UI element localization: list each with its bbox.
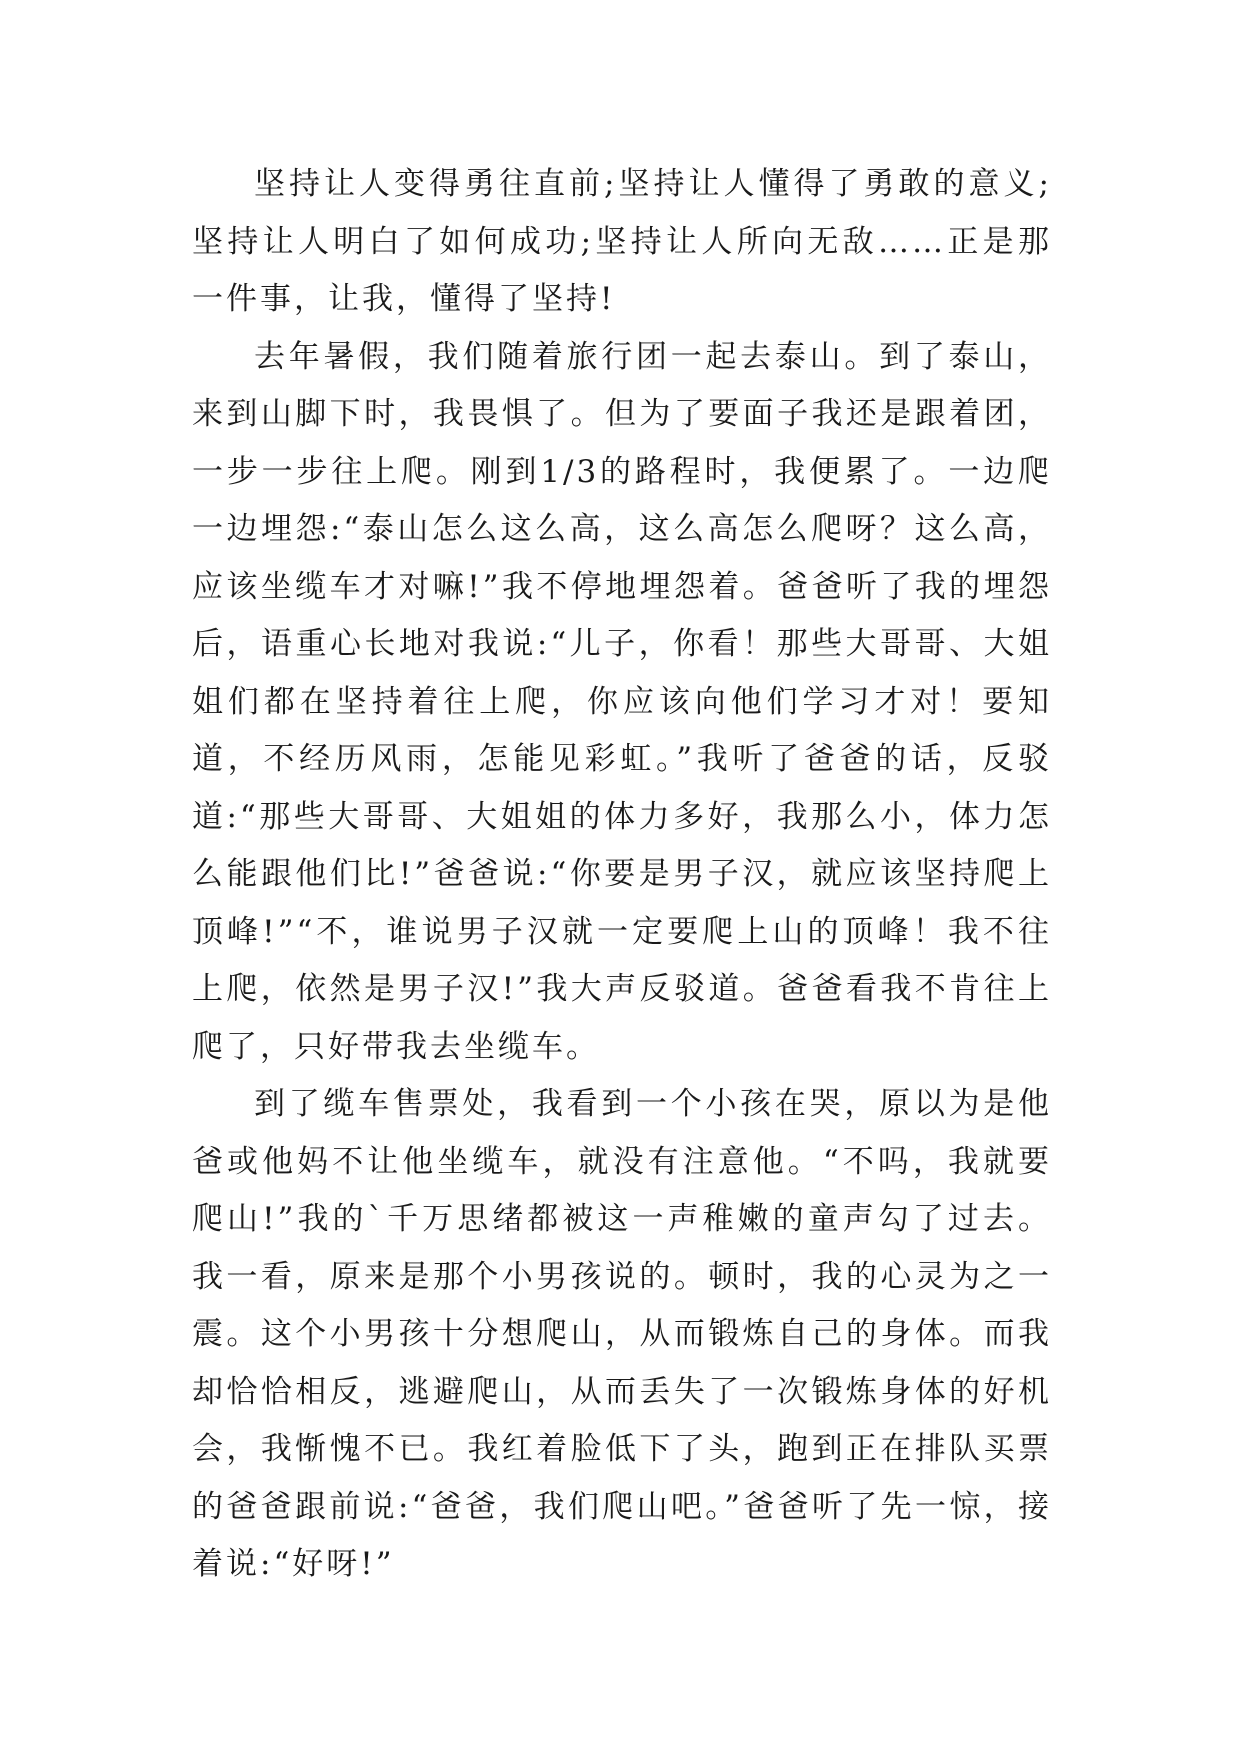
paragraph-climbing-taishan: 去年暑假，我们随着旅行团一起去泰山。到了泰山，来到山脚下时，我畏惧了。但为了要面子我还是跟着团，一步一步往上爬。刚到1/3的路程时，我便累了。一边爬一边埋怨:“泰山怎么这么高，这么高怎么爬呀？这么高，应该坐缆车才对嘛!”我不停地埋怨着。爸爸听了我的埋怨后，语重心长地对我说:“儿子，你看！那些大哥哥、大姐姐们都在坚持着往上爬，你应该向他们学习才对！要知道，不经历风雨，怎能见彩虹。”我听了爸爸的话，反驳道:“那些大哥哥、大姐姐的体力多好，我那么小，体力怎么能跟他们比!”爸爸说:“你要是男子汉，就应该坚持爬上顶峰!”“不，谁说男子汉就一定要爬上山的顶峰！我不往上爬，依然是男子汉!”我大声反驳道。爸爸看我不肯往上爬了，只好带我去坐缆车。 bbox=[192, 338, 1052, 1065]
document-body bbox=[192, 156, 1052, 1594]
paragraph-intro: 坚持让人变得勇往直前;坚持让人懂得了勇敢的意义;坚持让人明白了如何成功;坚持让人所向无敌……正是那一件事，让我，懂得了坚持! bbox=[192, 166, 1052, 317]
paragraph-cable-car: 到了缆车售票处，我看到一个小孩在哭，原以为是他爸或他妈不让他坐缆车，就没有注意他。“不吗，我就要爬山!”我的`千万思绪都被这一声稚嫩的童声勾了过去。我一看，原来是那个小男孩说的。顿时，我的心灵为之一震。这个小男孩十分想爬山，从而锻炼自己的身体。而我却恰恰相反，逃避爬山，从而丢失了一次锻炼身体的好机会，我惭愧不已。我红着脸低下了头，跑到正在排队买票的爸爸跟前说:“爸爸，我们爬山吧。”爸爸听了先一惊，接着说:“好呀!” bbox=[192, 1086, 1052, 1582]
